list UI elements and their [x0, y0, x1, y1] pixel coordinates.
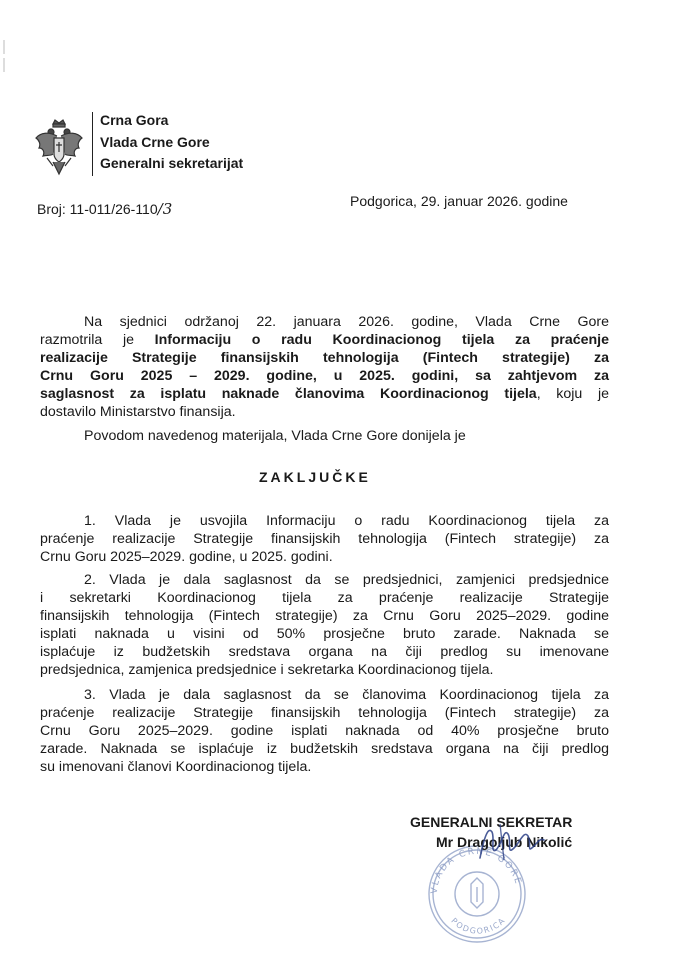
conclusion-line: isplati naknada u visini od 50% prosječne bruto zarade. Naknada se: [40, 626, 609, 642]
conclusion-line: zarade. Naknada se isplaćuje iz budžetskih sredstava organa na čiji predlog: [40, 741, 609, 757]
intro-paragraph: [40, 313, 609, 421]
conclusion-line: 2. Vlada je dala saglasnost da se predsjednici, zamjenici predsjednice: [84, 572, 609, 588]
signatory-name: Mr Dragoljub Nikolić: [436, 834, 573, 850]
intro-line: realizacije Strategije finansijskih tehnologija (Fintech strategije) za: [40, 350, 609, 366]
conclusion-line: Crnu Goru 2025–2029. godine isplati naknada od 40% prosječne bruto: [40, 723, 609, 739]
intro-paragraph-2: [40, 427, 609, 445]
reference-handwritten: /3: [157, 200, 173, 218]
conclusion-line: praćenje realizacije Strategije finansijskih tehnologija (Fintech strategije) za: [40, 705, 609, 721]
handwritten-signature: [470, 818, 550, 868]
conclusion-line: praćenje realizacije Strategije finansijskih tehnologija (Fintech strategije) za: [40, 531, 609, 547]
reference-number: [37, 200, 172, 218]
conclusion-1: [40, 512, 609, 566]
header-secretariat: Generalni sekretarijat: [100, 155, 244, 171]
svg-text:VLADA CRNE GORE: VLADA CRNE GORE: [429, 846, 524, 895]
scan-mark: [2, 40, 6, 54]
intro-line: saglasnost za isplatu naknade članovima Koordinacionog tijela, koju je: [40, 386, 609, 402]
coat-of-arms-icon: [33, 118, 85, 178]
svg-text:PODGORICA: PODGORICA: [449, 915, 508, 936]
conclusions-heading: ZAKLJUČKE: [259, 469, 371, 485]
conclusion-2: [40, 571, 609, 679]
conclusion-line: Crnu Goru 2025–2029. godine, u 2025. godini.: [40, 549, 333, 565]
intro-line: Povodom navedenog materijala, Vlada Crne Gore donijela je: [84, 428, 466, 444]
intro-line: dostavilo Ministarstvo finansija.: [40, 404, 236, 420]
place-date: Podgorica, 29. januar 2026. godine: [350, 193, 568, 209]
conclusion-line: finansijskih tehnologija (Fintech strategije) za Crnu Goru 2025–2029. godine: [40, 608, 609, 624]
conclusion-line: i sekretarki Koordinacionog tijela za praćenje realizacije Strategije: [40, 590, 609, 606]
header-divider: [92, 112, 93, 176]
conclusion-line: su imenovani članovi Koordinacionog tijela.: [40, 759, 312, 775]
conclusion-3: [40, 686, 609, 776]
reference-label: Broj: 11-011/26-110: [37, 201, 158, 217]
intro-line: Crnu Goru 2025 – 2029. godine, u 2025. godini, sa zahtjevom za: [40, 368, 609, 384]
signatory-title: GENERALNI SEKRETAR: [410, 814, 573, 830]
conclusion-line: 3. Vlada je dala saglasnost da se članovima Koordinacionog tijela za: [84, 687, 609, 703]
conclusion-line: 1. Vlada je usvojila Informaciju o radu Koordinacionog tijela za: [84, 513, 609, 529]
issuer-header: [100, 110, 243, 175]
conclusion-line: isplaćuje iz budžetskih sredstava organa na čiji predlog su imenovane: [40, 644, 609, 660]
intro-line: Na sjednici održanoj 22. januara 2026. godine, Vlada Crne Gore: [84, 314, 609, 330]
scan-mark: [2, 58, 6, 72]
intro-line: razmotrila je Informaciju o radu Koordinacionog tijela za praćenje: [40, 332, 609, 348]
conclusion-line: predsjednica, zamjenica predsjednice i sekretarka Koordinacionog tijela.: [40, 662, 494, 678]
header-country: Crna Gora: [100, 112, 169, 128]
header-government: Vlada Crne Gore: [100, 133, 210, 150]
